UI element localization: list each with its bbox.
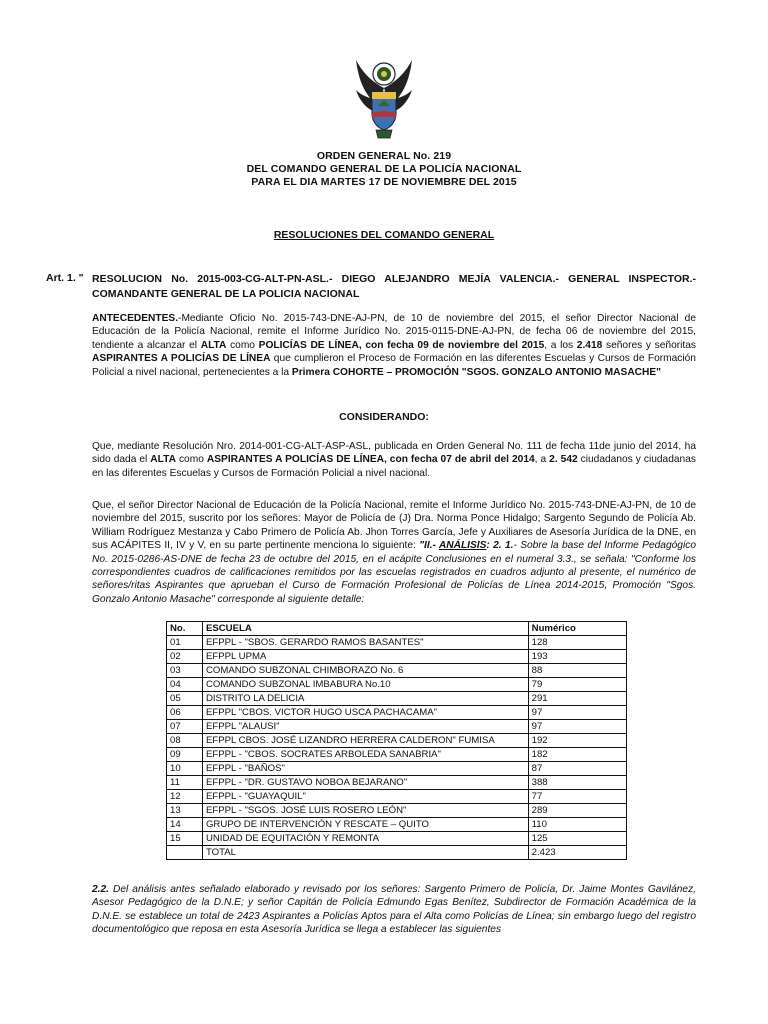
header-numerico: Numérico bbox=[528, 622, 626, 636]
total-label: TOTAL bbox=[202, 846, 528, 860]
table-row bbox=[167, 776, 627, 790]
cell-no: 05 bbox=[167, 692, 203, 706]
command-line: DEL COMANDO GENERAL DE LA POLICÍA NACIONAL bbox=[246, 163, 522, 175]
cell-numerico: 182 bbox=[528, 748, 626, 762]
antecedentes-paragraph bbox=[92, 312, 696, 379]
cell-empty bbox=[167, 846, 203, 860]
table-row bbox=[167, 706, 627, 720]
cell-no: 15 bbox=[167, 832, 203, 846]
cell-no: 07 bbox=[167, 720, 203, 734]
table-row bbox=[167, 818, 627, 832]
cell-no: 13 bbox=[167, 804, 203, 818]
cell-no: 12 bbox=[167, 790, 203, 804]
bold-italic-run: 2.2. bbox=[92, 884, 109, 895]
text-run: que cumplieron el Proceso de Formación en las diferentes Escuelas y Cursos de Formación Policial a nivel nacional, pertenecientes a la bbox=[92, 353, 696, 378]
table-row bbox=[167, 664, 627, 678]
cell-numerico: 110 bbox=[528, 818, 626, 832]
cell-escuela: EFPPL UPMA bbox=[202, 650, 528, 664]
cell-escuela: EFPPL "ALAUSI" bbox=[202, 720, 528, 734]
cell-no: 01 bbox=[167, 636, 203, 650]
cell-no: 02 bbox=[167, 650, 203, 664]
text-run: -Mediante Oficio No. 2015-743-DNE-AJ-PN, de 10 de noviembre del 2015, el señor Director Nacional de Educación de la Policía Nacional, remite el Informe Jurídico No. 2015-0115-DNE-AJ-PN, de fecha 06 de noviembre del 2015, tendiente a alcanzar el bbox=[92, 313, 696, 351]
considerando-paragraph-1 bbox=[92, 440, 696, 480]
cell-numerico: 128 bbox=[528, 636, 626, 650]
bold-run: 2.418 bbox=[576, 339, 603, 351]
text-run: ciudadanos y ciudadanas en las diferentes Escuelas y Cursos de Formación Policial a nivel nacional. bbox=[92, 454, 696, 479]
cell-escuela: EFPPL "CBOS. VICTOR HUGO USCA PACHACAMA" bbox=[202, 706, 528, 720]
text-run: Que, mediante Resolución Nro. 2014-001-CG-ALT-ASP-ASL, publicada en Orden General No. 111 de fecha 11de junio del 2014, ha sido dada el bbox=[92, 441, 696, 466]
bold-run: Primera COHORTE – PROMOCIÓN "SGOS. GONZALO ANTONIO MASACHE" bbox=[291, 366, 662, 378]
table-row bbox=[167, 804, 627, 818]
bold-run: ALTA bbox=[150, 454, 176, 466]
cell-escuela: DISTRITO LA DELICIA bbox=[202, 692, 528, 706]
italic-run: Del análisis antes señalado elaborado y revisado por los señores: Sargento Primero de Policía, Dr. Jaime Montes Gavilánez, Asesor Pedagógico de la D.N.E; y señor Capitán de Policía Edmundo Egas Benítez, Subdirector de Formación Académica de la D.N.E. se establece un total de 2423 Aspirantes a Policías Aptos para el Alta como Policías de Línea; sin embargo luego del registro documentológico que reposa en esta Asesoría Jurídica se llega a establecer las siguientes bbox=[92, 884, 696, 936]
table-row bbox=[167, 748, 627, 762]
table-row bbox=[167, 790, 627, 804]
header-escuela: ESCUELA bbox=[202, 622, 528, 636]
cell-escuela: EFPPL - "GUAYAQUIL" bbox=[202, 790, 528, 804]
table-header-row bbox=[167, 622, 627, 636]
cell-no: 09 bbox=[167, 748, 203, 762]
bold-italic-run: : 2. 1. bbox=[486, 540, 514, 552]
cell-numerico: 97 bbox=[528, 706, 626, 720]
article-heading: RESOLUCION No. 2015-003-CG-ALT-PN-ASL.- DIEGO ALEJANDRO MEJÍA VALENCIA.- GENERAL INSPECTOR.- COMANDANTE GENERAL DE LA POLICIA NACIONAL bbox=[92, 273, 696, 300]
section-title: RESOLUCIONES DEL COMANDO GENERAL bbox=[273, 229, 495, 241]
cell-numerico: 388 bbox=[528, 776, 626, 790]
table-row bbox=[167, 734, 627, 748]
table-row bbox=[167, 692, 627, 706]
bold-run: ALTA bbox=[200, 339, 227, 351]
cell-no: 08 bbox=[167, 734, 203, 748]
total-value: 2.423 bbox=[528, 846, 626, 860]
cell-escuela: EFPPL - "DR. GUSTAVO NOBOA BEJARANO" bbox=[202, 776, 528, 790]
date-line: PARA EL DIA MARTES 17 DE NOVIEMBRE DEL 2015 bbox=[251, 176, 517, 188]
table-row bbox=[167, 650, 627, 664]
cell-numerico: 125 bbox=[528, 832, 626, 846]
cell-escuela: EFPPL CBOS. JOSÉ LIZANDRO HERRERA CALDERON" FUMISA bbox=[202, 734, 528, 748]
text-run: , a los bbox=[544, 339, 577, 351]
cell-escuela: EFPPL - "SBOS. GERARDO RAMOS BASANTES" bbox=[202, 636, 528, 650]
bold-run: POLICÍAS DE LÍNEA, con fecha 09 de noviembre del 2015 bbox=[258, 339, 545, 351]
text-run: señores y señoritas bbox=[602, 339, 696, 351]
text-run: Que, el señor Director Nacional de Educación de la Policía Nacional, remite el Informe Jurídico No. 2015-743-DNE-AJ-PN, de 10 de noviembre del 2015, suscrito por los señores: Mayor de Policía de (J) Dra. Norma Ponce Hidalgo; Sargento Segundo de Policía Ab. William Rodríguez Mestanza y Cabo Primero de Policía Ab. Jhon Torres García, Jefe y Auxiliares de Asesoría Jurídica de la DNE, en sus ACÁPITES II, IV y V, en su parte pertinente menciona lo siguiente: bbox=[92, 500, 696, 552]
cell-escuela: EFPPL - "BAÑOS" bbox=[202, 762, 528, 776]
cell-no: 04 bbox=[167, 678, 203, 692]
italic-run: - Sobre la base del Informe Pedagógico No. 2015-0286-AS-DNE de fecha 23 de octubre del 2015, en el acápite Conclusiones en el numeral 3.3., se señala: "Conforme los correspondientes cuadros de calificaciones remitidos por las escuelas registrados en cuadros adjunto al presente, el numérico de señores/ritas Aspirantes que aprueban el Curso de Formación Profesional de Policías de Línea 2014-2015, Promoción "Sgos. Gonzalo Antonio Masache" corresponde al siguiente detalle: bbox=[92, 540, 696, 605]
considerando-paragraph-2 bbox=[92, 499, 696, 606]
cell-no: 06 bbox=[167, 706, 203, 720]
table-row bbox=[167, 678, 627, 692]
schools-table bbox=[166, 621, 627, 860]
cell-escuela: COMANDO SUBZONAL CHIMBORAZO No. 6 bbox=[202, 664, 528, 678]
cell-no: 14 bbox=[167, 818, 203, 832]
underlined-run: ANÁLISIS bbox=[438, 540, 487, 552]
text-run: , a bbox=[534, 454, 550, 466]
cell-escuela: EFPPL - "SGOS. JOSÉ LUIS ROSERO LEÓN" bbox=[202, 804, 528, 818]
cell-escuela: UNIDAD DE EQUITACIÓN Y REMONTA bbox=[202, 832, 528, 846]
antecedentes-lead: ANTECEDENTES. bbox=[92, 313, 179, 324]
cell-numerico: 192 bbox=[528, 734, 626, 748]
bold-run: ASPIRANTES A POLICÍAS DE LÍNEA, con fecha 07 de abril del 2014 bbox=[206, 454, 535, 466]
cell-numerico: 97 bbox=[528, 720, 626, 734]
table-total-row bbox=[167, 846, 627, 860]
police-coat-of-arms-icon bbox=[354, 58, 414, 142]
analysis-paragraph bbox=[92, 883, 696, 937]
cell-escuela: GRUPO DE INTERVENCIÓN Y RESCATE – QUITO bbox=[202, 818, 528, 832]
cell-numerico: 77 bbox=[528, 790, 626, 804]
bold-italic-run: "II.- bbox=[419, 540, 439, 552]
article-label: Art. 1. " bbox=[46, 272, 84, 284]
table-row bbox=[167, 636, 627, 650]
table-row bbox=[167, 720, 627, 734]
table-row bbox=[167, 832, 627, 846]
cell-numerico: 193 bbox=[528, 650, 626, 664]
cell-numerico: 79 bbox=[528, 678, 626, 692]
cell-no: 03 bbox=[167, 664, 203, 678]
cell-numerico: 88 bbox=[528, 664, 626, 678]
bold-run: 2. 542 bbox=[549, 454, 578, 466]
cell-no: 10 bbox=[167, 762, 203, 776]
considerando-title: CONSIDERANDO: bbox=[339, 411, 429, 423]
order-title: ORDEN GENERAL No. 219 bbox=[316, 150, 452, 162]
text-run: como bbox=[175, 454, 207, 466]
cell-numerico: 289 bbox=[528, 804, 626, 818]
text-run: como bbox=[226, 339, 259, 351]
header-no: No. bbox=[167, 622, 203, 636]
table-body bbox=[167, 636, 627, 860]
bold-run: ASPIRANTES A POLICÍAS DE LÍNEA bbox=[92, 353, 271, 365]
cell-numerico: 87 bbox=[528, 762, 626, 776]
table-row bbox=[167, 762, 627, 776]
cell-numerico: 291 bbox=[528, 692, 626, 706]
cell-escuela: COMANDO SUBZONAL IMBABURA No.10 bbox=[202, 678, 528, 692]
cell-escuela: EFPPL - "CBOS. SOCRATES ARBOLEDA SANABRIA" bbox=[202, 748, 528, 762]
cell-no: 11 bbox=[167, 776, 203, 790]
